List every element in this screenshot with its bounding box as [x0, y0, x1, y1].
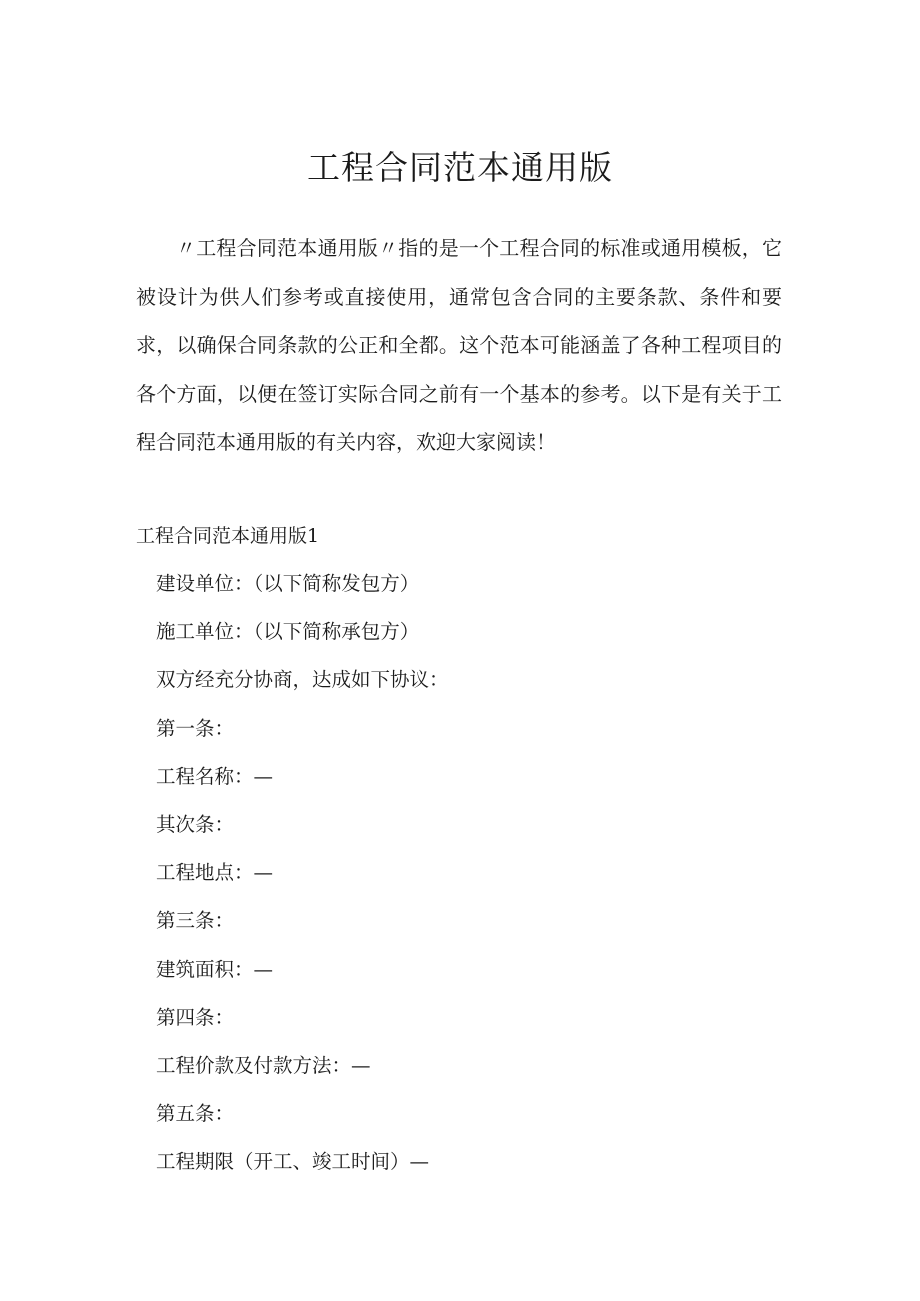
clause-line-contractor: 施工单位：（以下简称承包方）: [156, 620, 420, 644]
clause-line-price-payment: 工程价款及付款方法：—: [156, 1053, 371, 1077]
clause-line-agreement: 双方经充分协商，达成如下协议：: [156, 668, 449, 692]
intro-paragraph: 〃工程合同范本通用版〃指的是一个工程合同的标准或通用模板，它被设计为供人们参考或直接使用，通常包含合同的主要条款、条件和要求，以确保合同条款的公正和全都。这个范本可能涵盖了各种工程项目的各个方面，以便在签订实际合同之前有一个基本的参考。以下是有关于工程合同范本通用版的有关内容，欢迎大家阅读！: [136, 236, 782, 454]
clause-line-project-name: 工程名称：—: [156, 764, 274, 788]
clause-line-article-4: 第四条：: [156, 1005, 235, 1029]
clause-line-project-location: 工程地点：—: [156, 861, 274, 885]
section-heading: 工程合同范本通用版1: [136, 525, 320, 547]
clause-line-building-area: 建筑面积：—: [156, 957, 274, 981]
document-title: 工程合同范本通用版: [307, 148, 613, 187]
clause-line-project-period: 工程期限（开工、竣工时间）—: [156, 1150, 430, 1174]
clause-list: [156, 560, 449, 1186]
clause-line-article-2: 其次条：: [156, 812, 235, 836]
clause-line-article-1: 第一条：: [156, 716, 235, 740]
clause-line-article-5: 第五条：: [156, 1102, 235, 1126]
clause-line-client: 建设单位：（以下简称发包方）: [156, 572, 420, 595]
clause-line-article-3: 第三条：: [156, 909, 235, 933]
